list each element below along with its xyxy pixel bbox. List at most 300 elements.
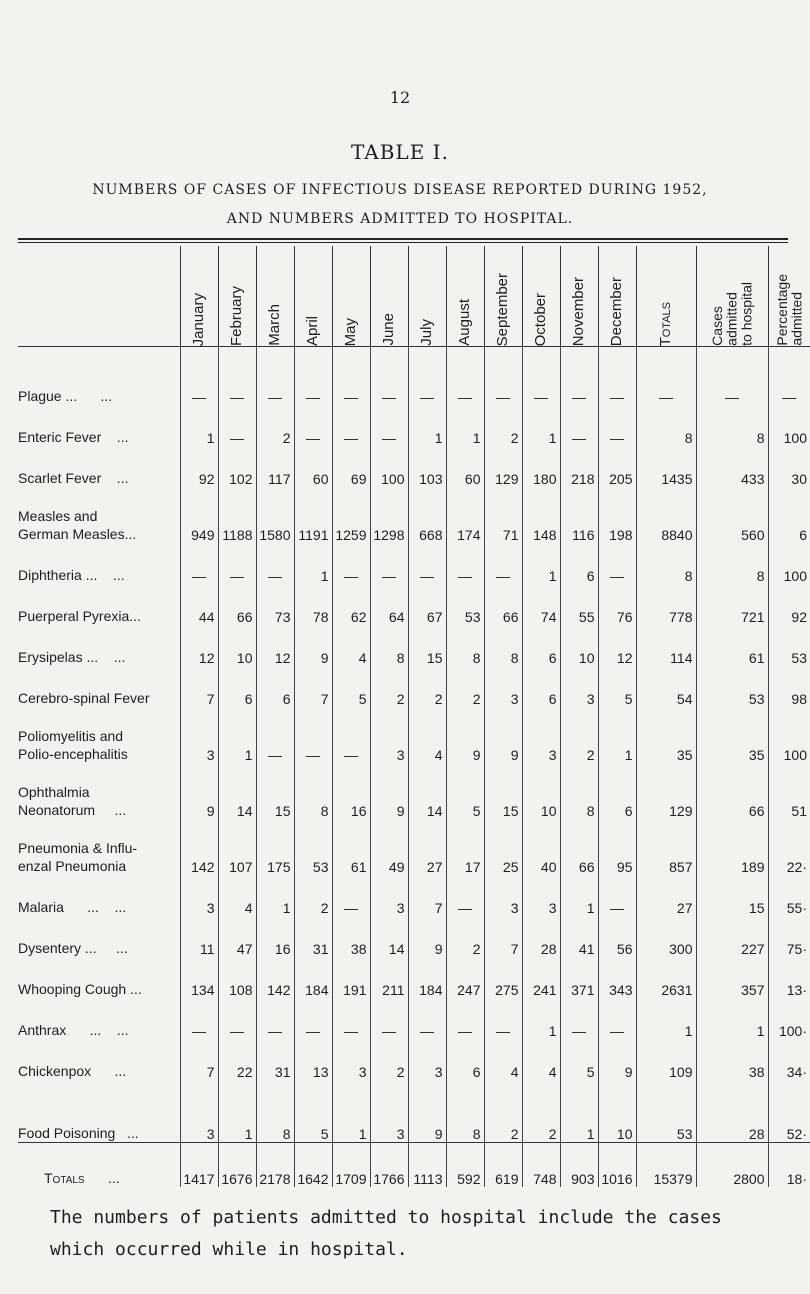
table-cell: 1191 [294,487,332,543]
table-cell: 16 [332,763,370,819]
totals-cell: 1113 [408,1143,446,1188]
table-cell: 55· [768,875,810,916]
table-cell: 174 [446,487,484,543]
table-cell: 5 [560,1039,598,1080]
table-cell: 2 [484,405,522,446]
table-cell: 211 [370,957,408,998]
table-cell: 191 [332,957,370,998]
table-cell: 8 [696,405,768,446]
table-cell: 27 [408,819,446,875]
table-cell: 5 [294,1080,332,1143]
header-november: November [560,246,598,347]
table-row [18,1039,810,1080]
header-row [18,246,810,347]
table-cell: 5 [332,666,370,707]
table-subtitle-line1: NUMBERS OF CASES OF INFECTIOUS DISEASE REPORTED DURING 1952, [92,182,708,198]
table-cell: 15 [484,763,522,819]
header-august: August [446,246,484,347]
table-cell: 129 [484,446,522,487]
table-cell: — [180,543,218,584]
table-cell: 14 [218,763,256,819]
table-cell: 8 [560,763,598,819]
table-cell: 15 [408,625,446,666]
table-cell: 1435 [636,446,696,487]
table-cell: 3 [370,707,408,763]
table-cell: — [294,998,332,1039]
table-cell: 6 [522,625,560,666]
table-cell: 66 [218,584,256,625]
table-cell: 1 [218,707,256,763]
table-cell: — [598,998,636,1039]
table-cell: 2 [370,1039,408,1080]
disease-label: Measles and German Measles... [18,508,137,542]
table-row [18,707,810,763]
totals-cell: 1709 [332,1143,370,1188]
table-cell: 103 [408,446,446,487]
table-cell: 8840 [636,487,696,543]
table-cell: 4 [408,707,446,763]
table-row [18,819,810,875]
table-row [18,363,810,405]
disease-label: Anthrax ... ... [18,1021,129,1038]
table-cell: 30 [768,446,810,487]
table-cell: 13 [294,1039,332,1080]
table-cell: 9 [446,707,484,763]
table-cell: 31 [294,916,332,957]
table-cell: 66 [484,584,522,625]
table-cell: 17 [446,819,484,875]
table-cell: 71 [484,487,522,543]
totals-cell: 1676 [218,1143,256,1188]
table-cell: 52· [768,1080,810,1143]
header-cases-admitted: Cases admitted to hospital [696,246,768,347]
table-cell: 3 [332,1039,370,1080]
table-row [18,916,810,957]
table-cell: — [446,875,484,916]
header-blank [18,246,180,347]
table-row [18,625,810,666]
table-cell: 3 [560,666,598,707]
table-cell: 3 [370,875,408,916]
header-february: February [218,246,256,347]
table-cell: — [696,363,768,405]
table-cell: 5 [446,763,484,819]
table-cell: 28 [522,916,560,957]
table-cell: 1 [294,543,332,584]
table-cell: 51 [768,763,810,819]
table-cell: 78 [294,584,332,625]
header-percentage-admitted: Percentage admitted [768,246,810,347]
table-cell: 275 [484,957,522,998]
table-cell: 6 [522,666,560,707]
table-cell: — [218,405,256,446]
table-cell: — [370,543,408,584]
table-cell: 9 [598,1039,636,1080]
table-cell: — [598,363,636,405]
table-cell: 2 [446,916,484,957]
table-row [18,875,810,916]
table-cell: 2 [370,666,408,707]
table-cell: 25 [484,819,522,875]
table-cell: 56 [598,916,636,957]
totals-cell: 2178 [256,1143,294,1188]
table-cell: 7 [294,666,332,707]
table-cell: 100 [768,543,810,584]
top-double-rule-inner [18,242,788,243]
table-cell: — [332,405,370,446]
table-cell: 1259 [332,487,370,543]
table-cell: 35 [636,707,696,763]
table-cell: 3 [522,875,560,916]
table-cell: — [256,543,294,584]
disease-label: Diphtheria ... ... [18,566,125,583]
table-cell: 10 [522,763,560,819]
disease-label: Dysentery ... ... [18,939,128,956]
table-cell: 9 [408,1080,446,1143]
totals-cell: 1642 [294,1143,332,1188]
disease-label: Enteric Fever ... [18,428,129,445]
table-cell: 6 [768,487,810,543]
table-cell: 22 [218,1039,256,1080]
table-cell: 40 [522,819,560,875]
table-cell: 8 [446,1080,484,1143]
table-cell: 4 [332,625,370,666]
table-cell: 100 [370,446,408,487]
table-cell: 8 [256,1080,294,1143]
table-cell: 28 [696,1080,768,1143]
table-cell: 53 [768,625,810,666]
table-cell: 69 [332,446,370,487]
table-cell: 66 [696,763,768,819]
table-cell: 180 [522,446,560,487]
table-cell: 38 [332,916,370,957]
header-september: September [484,246,522,347]
table-cell: 343 [598,957,636,998]
table-cell: 189 [696,819,768,875]
totals-cell: 1016 [598,1143,636,1188]
totals-cell: 1417 [180,1143,218,1188]
table-cell: 2 [560,707,598,763]
table-cell: 54 [636,666,696,707]
table-cell: 9 [370,763,408,819]
table-cell: 198 [598,487,636,543]
table-cell: — [560,363,598,405]
footnote: The numbers of patients admitted to hospital include the cases which occurred while in hospital. [50,1207,722,1260]
table-cell: 11 [180,916,218,957]
disease-label: Poliomyelitis and Polio-encephalitis [18,728,128,762]
table-cell: 1580 [256,487,294,543]
table-cell: 74 [522,584,560,625]
table-cell: 5 [598,666,636,707]
table-cell: — [332,707,370,763]
table-cell: 76 [598,584,636,625]
table-cell: — [768,363,810,405]
table-row [18,584,810,625]
table-cell: — [370,363,408,405]
table-cell: 6 [598,763,636,819]
disease-label: Pneumonia & Influ- enzal Pneumonia [18,840,138,874]
table-row [18,998,810,1039]
table-cell: — [256,363,294,405]
table-cell: 9 [408,916,446,957]
table-cell: 1 [560,875,598,916]
table-cell: 4 [484,1039,522,1080]
table-cell: 2 [522,1080,560,1143]
table-cell: 9 [484,707,522,763]
table-cell: 60 [446,446,484,487]
table-cell: 2 [484,1080,522,1143]
header-july: July [408,246,446,347]
table-cell: 949 [180,487,218,543]
table-cell: — [446,363,484,405]
table-cell: 10 [560,625,598,666]
table-cell: 7 [180,1039,218,1080]
table-cell: 1 [560,1080,598,1143]
table-row [18,405,810,446]
header-may: May [332,246,370,347]
table-cell: 73 [256,584,294,625]
table-cell: 3 [180,1080,218,1143]
table-cell: — [180,998,218,1039]
table-cell: — [256,707,294,763]
table-cell: 721 [696,584,768,625]
table-cell: 13· [768,957,810,998]
table-cell: 16 [256,916,294,957]
table-cell: 300 [636,916,696,957]
table-cell: — [370,998,408,1039]
table-cell: 8 [636,405,696,446]
table-cell: 53 [636,1080,696,1143]
table-cell: 148 [522,487,560,543]
table-cell: 1 [598,707,636,763]
table-cell: 3 [370,1080,408,1143]
table-cell: 44 [180,584,218,625]
table-cell: — [218,363,256,405]
table-row [18,1080,810,1143]
table-cell: 8 [294,763,332,819]
table-cell: 778 [636,584,696,625]
table-cell: 142 [180,819,218,875]
table-cell: — [560,405,598,446]
table-cell: 31 [256,1039,294,1080]
table-cell: 53 [446,584,484,625]
table-cell: 4 [218,875,256,916]
table-cell: 3 [180,875,218,916]
table-cell: 15 [696,875,768,916]
table-cell: — [294,707,332,763]
table-cell: 1 [636,998,696,1039]
totals-cell: 15379 [636,1143,696,1188]
disease-label: Cerebro-spinal Fever [18,689,150,706]
disease-label: Scarlet Fever ... [18,469,129,486]
table-cell: 41 [560,916,598,957]
table-cell: 218 [560,446,598,487]
table-row [18,543,810,584]
table-cell: 2 [408,666,446,707]
totals-cell: 1766 [370,1143,408,1188]
disease-label: Food Poisoning ... [18,1080,180,1143]
table-cell: 10 [598,1080,636,1143]
table-cell: 1 [408,405,446,446]
table-cell: 205 [598,446,636,487]
header-march: March [256,246,294,347]
totals-cell: 903 [560,1143,598,1188]
table-row [18,957,810,998]
spacer-row [18,347,810,364]
table-cell: 4 [522,1039,560,1080]
table-cell: 1298 [370,487,408,543]
page-number: 12 [389,88,411,107]
table-cell: 1 [180,405,218,446]
table-cell: 6 [446,1039,484,1080]
table-cell: 109 [636,1039,696,1080]
table-cell: 241 [522,957,560,998]
table-cell: 95 [598,819,636,875]
table-cell: 35 [696,707,768,763]
table-cell: — [484,543,522,584]
table-cell: 10 [218,625,256,666]
table-cell: — [598,875,636,916]
table-cell: — [218,543,256,584]
table-row [18,666,810,707]
table-cell: — [408,543,446,584]
table-cell: — [598,543,636,584]
table-cell: 3 [484,666,522,707]
table-cell: 8 [636,543,696,584]
table-cell: — [332,875,370,916]
table-cell: 6 [218,666,256,707]
table-cell: 7 [408,875,446,916]
table-cell: 1188 [218,487,256,543]
table-cell: 1 [256,875,294,916]
top-double-rule [18,238,788,240]
table-cell: 12 [180,625,218,666]
table-cell: 53 [696,666,768,707]
table-cell: — [332,363,370,405]
totals-cell: 2800 [696,1143,768,1188]
table-cell: 129 [636,763,696,819]
table-cell: — [218,998,256,1039]
table-cell: 102 [218,446,256,487]
table-cell: — [636,363,696,405]
table-row [18,763,810,819]
table-cell: 117 [256,446,294,487]
table-cell: 1 [522,543,560,584]
table-cell: 60 [294,446,332,487]
table-cell: — [598,405,636,446]
table-cell: 27 [636,875,696,916]
disease-label: Whooping Cough ... [18,980,142,997]
table-cell: 7 [484,916,522,957]
table-cell: 1 [446,405,484,446]
table-cell: 116 [560,487,598,543]
table-cell: 47 [218,916,256,957]
table-cell: 3 [408,1039,446,1080]
table-cell: 61 [696,625,768,666]
table-cell: 64 [370,584,408,625]
table-cell: — [408,363,446,405]
table-cell: 62 [332,584,370,625]
table-cell: 55 [560,584,598,625]
table-row [18,487,810,543]
table-cell: 38 [696,1039,768,1080]
table-title: TABLE I. [351,140,449,164]
table-body [18,347,810,1188]
table-cell: 53 [294,819,332,875]
table-cell: 2 [294,875,332,916]
table-cell: 34· [768,1039,810,1080]
header-january: January [180,246,218,347]
table-cell: 67 [408,584,446,625]
table-cell: 66 [560,819,598,875]
table-cell: — [180,363,218,405]
disease-label: Plague ... ... [18,387,113,404]
table-cell: 8 [484,625,522,666]
table-cell: 9 [180,763,218,819]
table-cell: 1 [522,405,560,446]
table-cell: 8 [370,625,408,666]
totals-row [18,1143,810,1188]
table-cell: 1 [218,1080,256,1143]
table-cell: 3 [484,875,522,916]
table-cell: 107 [218,819,256,875]
table-cell: 9 [294,625,332,666]
table-cell: — [332,543,370,584]
table-cell: 15 [256,763,294,819]
table-cell: — [484,363,522,405]
header-december: December [598,246,636,347]
table-cell: 100· [768,998,810,1039]
table-cell: 142 [256,957,294,998]
table-cell: 857 [636,819,696,875]
table-cell: 433 [696,446,768,487]
table-cell: 1 [522,998,560,1039]
header-october: October [522,246,560,347]
table-cell: 12 [256,625,294,666]
table-cell: 98 [768,666,810,707]
table-cell: 3 [522,707,560,763]
table-cell: 668 [408,487,446,543]
table-cell: 8 [696,543,768,584]
table-cell: 1 [332,1080,370,1143]
table-cell: 12 [598,625,636,666]
table-cell: — [332,998,370,1039]
table-cell: 2 [446,666,484,707]
totals-cell: 748 [522,1143,560,1188]
table-cell: — [560,998,598,1039]
table-cell: — [256,998,294,1039]
table-cell: — [522,363,560,405]
table-cell: 92 [180,446,218,487]
table-cell: 14 [370,916,408,957]
disease-label: Malaria ... ... [18,898,127,915]
table-cell: 92 [768,584,810,625]
table-cell: 49 [370,819,408,875]
disease-label: Erysipelas ... ... [18,648,126,665]
table-cell: 184 [408,957,446,998]
table-cell: 134 [180,957,218,998]
table-cell: 114 [636,625,696,666]
table-cell: 247 [446,957,484,998]
table-cell: 184 [294,957,332,998]
table-cell: 560 [696,487,768,543]
table-cell: 7 [180,666,218,707]
table-cell: 75· [768,916,810,957]
table-cell: — [484,998,522,1039]
header-june: June [370,246,408,347]
table-cell: — [294,405,332,446]
table-row [18,446,810,487]
